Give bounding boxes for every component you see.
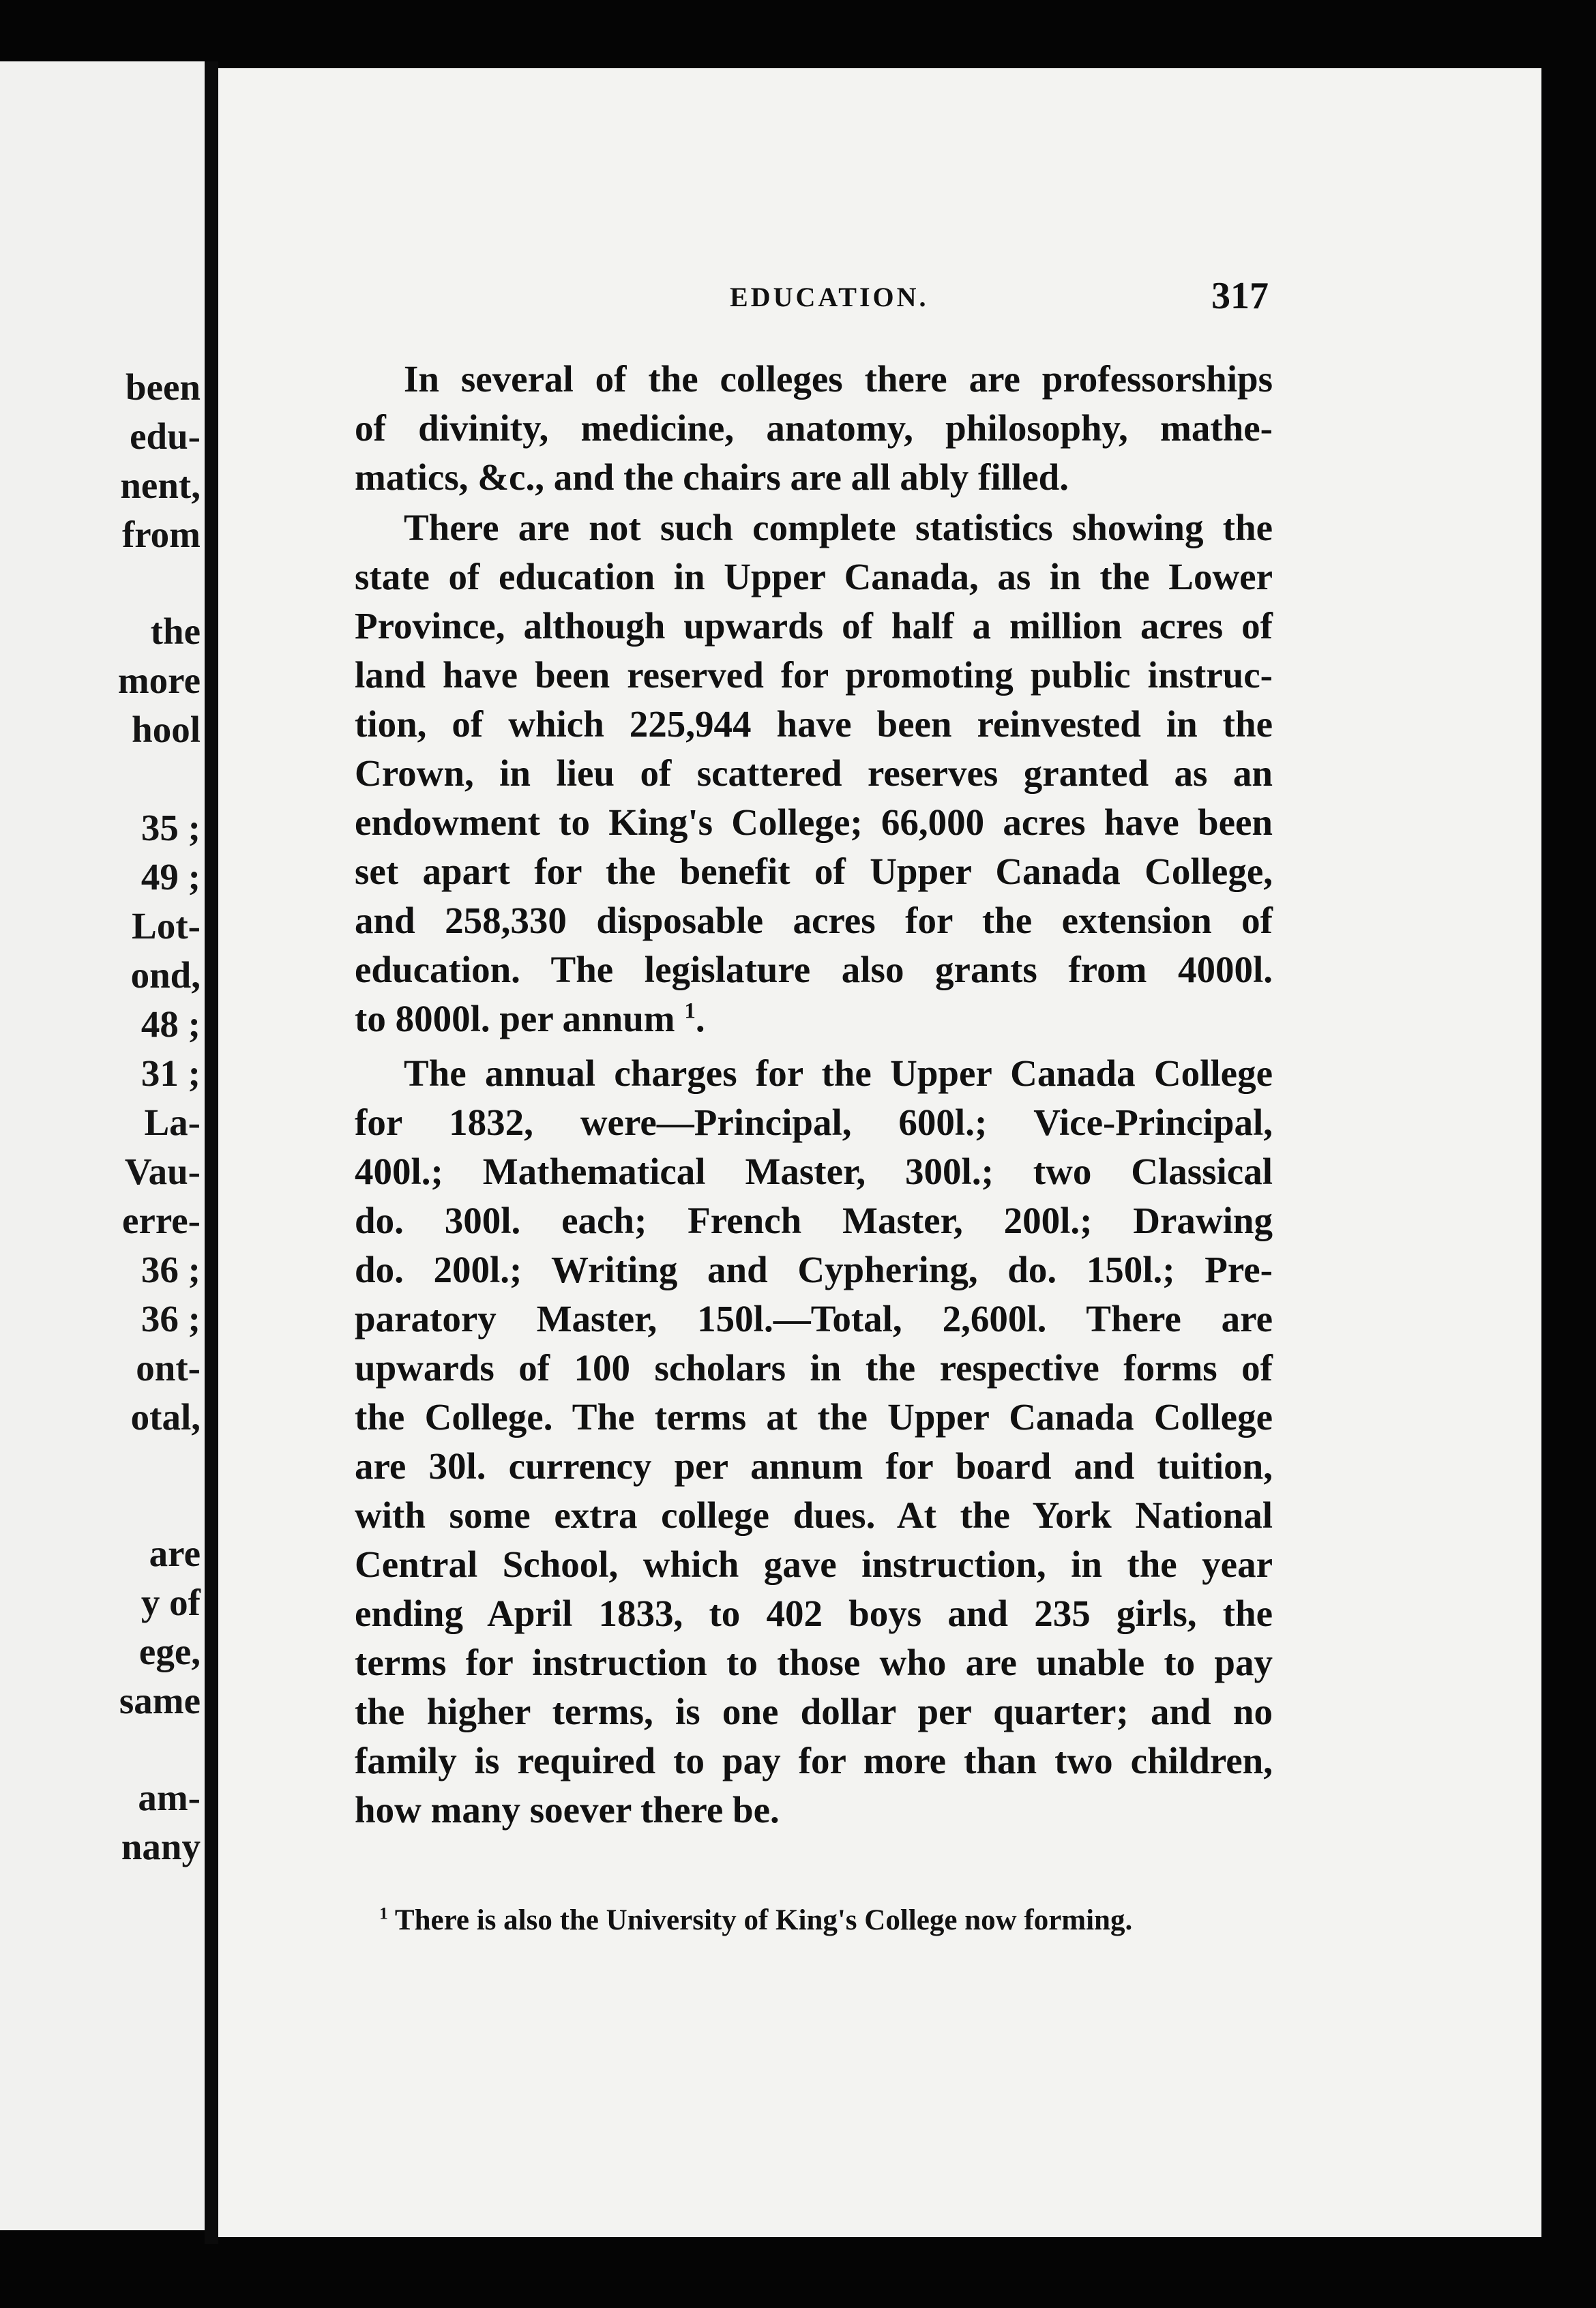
- left-fragment: ond,: [130, 954, 201, 996]
- footnote-text: There is also the University of King's College now forming.: [394, 1904, 1133, 1936]
- left-fragment: 36 ;: [141, 1249, 201, 1290]
- left-fragment: Lot-: [132, 905, 201, 947]
- text-line: The annual charges for the Upper Canada College: [404, 1052, 1273, 1094]
- footnote: [379, 1902, 1132, 1940]
- left-fragment: edu-: [130, 415, 201, 457]
- text-line: the higher terms, is one dollar per quarter; and no: [355, 1691, 1273, 1732]
- footnote-ref-suffix: .: [695, 998, 705, 1039]
- footnote-reference: 1: [684, 998, 696, 1024]
- text-line: for 1832, were—Principal, 600l.; Vice-Principal,: [355, 1101, 1273, 1143]
- left-fragment: ont-: [136, 1347, 201, 1389]
- text-line: 400l.; Mathematical Master, 300l.; two Classical: [355, 1151, 1273, 1192]
- left-fragment: are: [149, 1533, 201, 1574]
- text-line: paratory Master, 150l.—Total, 2,600l. There are: [355, 1298, 1273, 1340]
- text-line: are 30l. currency per annum for board and tuition,: [355, 1445, 1273, 1487]
- text-line: tion, of which 225,944 have been reinvested in the: [355, 703, 1273, 745]
- text-line: and 258,330 disposable acres for the extension of: [355, 900, 1273, 941]
- running-head: EDUCATION.: [730, 282, 929, 312]
- left-fragment: am-: [138, 1777, 201, 1818]
- text-line: upwards of 100 scholars in the respective forms of: [355, 1347, 1273, 1389]
- left-fragment: nent,: [120, 464, 201, 506]
- page-number: 317: [1211, 275, 1269, 317]
- left-fragment: 49 ;: [141, 856, 201, 898]
- text-line: state of education in Upper Canada, as in the Lower: [355, 556, 1273, 597]
- left-fragment: from: [121, 514, 201, 555]
- text-line: Province, although upwards of half a million acres of: [355, 605, 1273, 647]
- text-line: the College. The terms at the Upper Canada College: [355, 1396, 1273, 1438]
- left-fragment: y of: [141, 1582, 201, 1623]
- text-line: ending April 1833, to 402 boys and 235 girls, the: [355, 1593, 1273, 1634]
- text-line: Central School, which gave instruction, in the year: [355, 1543, 1273, 1585]
- text-line: There are not such complete statistics showing the: [404, 507, 1273, 548]
- text-line: terms for instruction to those who are unable to pay: [355, 1642, 1273, 1683]
- text-line: endowment to King's College; 66,000 acres have been: [355, 801, 1273, 843]
- text-line: with some extra college dues. At the York National: [355, 1494, 1273, 1536]
- text-line: of divinity, medicine, anatomy, philosophy, mathe-: [355, 407, 1273, 449]
- left-fragment: same: [119, 1680, 201, 1721]
- left-fragment: 35 ;: [141, 807, 201, 848]
- text-line: education. The legislature also grants from 4000l.: [355, 949, 1273, 990]
- left-fragment: Vau-: [124, 1151, 201, 1192]
- text-line: do. 200l.; Writing and Cyphering, do. 150l.; Pre-: [355, 1249, 1273, 1290]
- left-fragment: the: [150, 610, 201, 652]
- left-fragment: more: [117, 660, 201, 701]
- text-line: to 8000l. per annum: [355, 998, 675, 1039]
- left-fragment: been: [125, 366, 201, 408]
- text-line: do. 300l. each; French Master, 200l.; Drawing: [355, 1200, 1273, 1241]
- left-fragment: 31 ;: [141, 1052, 201, 1094]
- left-fragment: otal,: [130, 1396, 201, 1438]
- text-line: how many soever there be.: [355, 1789, 780, 1831]
- footnote-marker: 1: [379, 1903, 388, 1923]
- left-fragment: nany: [121, 1826, 201, 1867]
- text-line: family is required to pay for more than two children,: [355, 1740, 1273, 1781]
- text-line: In several of the colleges there are professorships: [404, 358, 1273, 400]
- text-line-with-footnote-ref: [355, 994, 705, 1044]
- text-line: set apart for the benefit of Upper Canada College,: [355, 850, 1273, 892]
- left-fragment: hool: [132, 709, 201, 750]
- left-fragment: 48 ;: [141, 1003, 201, 1045]
- left-fragment: La-: [144, 1101, 201, 1143]
- left-fragment: ege,: [138, 1631, 201, 1672]
- left-page-edge: [0, 61, 205, 2230]
- text-line: Crown, in lieu of scattered reserves granted as an: [355, 752, 1273, 794]
- left-fragment: 36 ;: [141, 1298, 201, 1340]
- left-fragment: erre-: [122, 1200, 201, 1241]
- binding-gutter: [205, 61, 218, 2244]
- text-line: land have been reserved for promoting public instruc-: [355, 654, 1273, 696]
- text-line: matics, &c., and the chairs are all ably filled.: [355, 456, 1069, 498]
